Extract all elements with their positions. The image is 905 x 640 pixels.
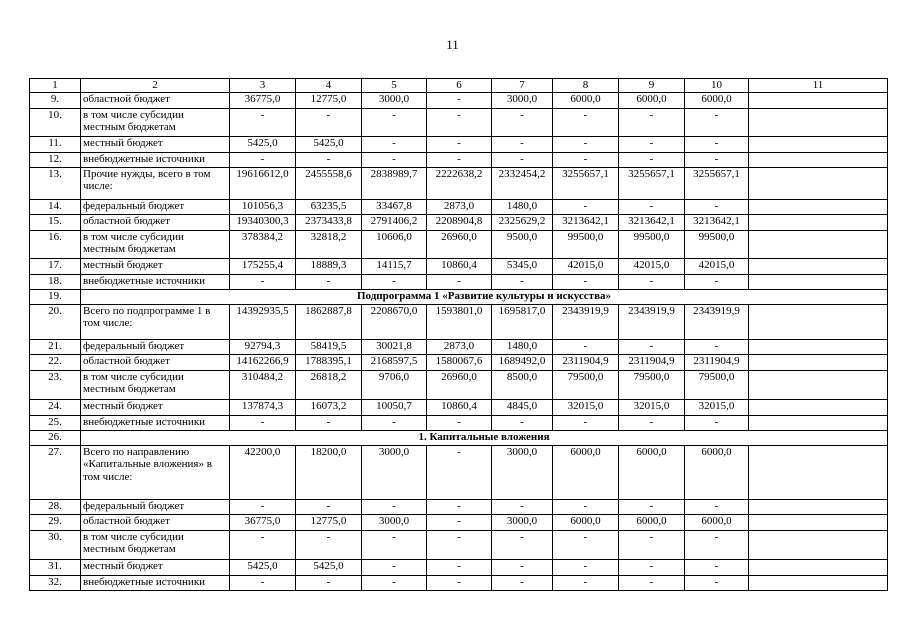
value-cell: - (362, 415, 427, 430)
row-label: внебюджетные источники (81, 152, 230, 167)
value-cell: 2208904,8 (427, 214, 492, 230)
value-cell: - (296, 274, 362, 289)
value-cell: - (427, 92, 492, 108)
empty-cell (749, 214, 888, 230)
row-label: Всего по направлению «Капитальные вложения» в том числе: (81, 445, 230, 499)
empty-cell (749, 499, 888, 514)
value-cell: 58419,5 (296, 339, 362, 354)
value-cell: 42015,0 (619, 258, 685, 274)
budget-table (29, 78, 888, 591)
value-cell: - (427, 152, 492, 167)
row-label: местный бюджет (81, 559, 230, 575)
value-cell: 1593801,0 (427, 304, 492, 339)
row-number: 21. (30, 339, 81, 354)
value-cell: 3255657,1 (553, 167, 619, 199)
value-cell: 92794,3 (230, 339, 296, 354)
empty-cell (749, 399, 888, 415)
empty-cell (749, 304, 888, 339)
value-cell: 2311904,9 (685, 354, 749, 370)
value-cell: 1580067,6 (427, 354, 492, 370)
header-row (30, 79, 888, 93)
value-cell: 137874,3 (230, 399, 296, 415)
value-cell: 5425,0 (296, 136, 362, 152)
value-cell: - (553, 108, 619, 136)
value-cell: 79500,0 (553, 370, 619, 399)
value-cell: 2168597,5 (362, 354, 427, 370)
column-header: 9 (619, 79, 685, 93)
value-cell: - (685, 499, 749, 514)
value-cell: - (685, 530, 749, 559)
value-cell: 10606,0 (362, 230, 427, 258)
value-cell: - (619, 274, 685, 289)
row-number: 12. (30, 152, 81, 167)
row-label: федеральный бюджет (81, 199, 230, 214)
table-row (30, 230, 888, 258)
value-cell: 310484,2 (230, 370, 296, 399)
value-cell: - (553, 339, 619, 354)
value-cell: 19616612,0 (230, 167, 296, 199)
value-cell: - (230, 152, 296, 167)
value-cell: 79500,0 (619, 370, 685, 399)
table-row (30, 445, 888, 499)
value-cell: - (553, 152, 619, 167)
section-row (30, 430, 888, 445)
table-row (30, 499, 888, 514)
value-cell: 6000,0 (619, 92, 685, 108)
value-cell: - (427, 514, 492, 530)
value-cell: 2332454,2 (492, 167, 553, 199)
value-cell: 30021,8 (362, 339, 427, 354)
row-number: 9. (30, 92, 81, 108)
value-cell: 99500,0 (553, 230, 619, 258)
row-number: 15. (30, 214, 81, 230)
empty-cell (749, 575, 888, 590)
value-cell: - (492, 530, 553, 559)
value-cell: - (553, 274, 619, 289)
empty-cell (749, 167, 888, 199)
table-row (30, 136, 888, 152)
column-header: 7 (492, 79, 553, 93)
value-cell: - (619, 530, 685, 559)
value-cell: - (362, 136, 427, 152)
table-row (30, 575, 888, 590)
table-row (30, 399, 888, 415)
value-cell: 99500,0 (685, 230, 749, 258)
value-cell: 2873,0 (427, 339, 492, 354)
value-cell: 2208670,0 (362, 304, 427, 339)
value-cell: - (362, 108, 427, 136)
value-cell: 3000,0 (362, 514, 427, 530)
value-cell: - (553, 499, 619, 514)
value-cell: - (685, 575, 749, 590)
value-cell: 12775,0 (296, 514, 362, 530)
value-cell: - (230, 108, 296, 136)
value-cell: - (553, 575, 619, 590)
value-cell: 8500,0 (492, 370, 553, 399)
empty-cell (749, 415, 888, 430)
value-cell: - (427, 530, 492, 559)
column-header: 1 (30, 79, 81, 93)
column-header: 2 (81, 79, 230, 93)
value-cell: - (685, 415, 749, 430)
row-number: 28. (30, 499, 81, 514)
value-cell: - (296, 152, 362, 167)
value-cell: 3000,0 (492, 445, 553, 499)
row-label: областной бюджет (81, 354, 230, 370)
table-row (30, 370, 888, 399)
value-cell: 63235,5 (296, 199, 362, 214)
value-cell: 3213642,1 (619, 214, 685, 230)
value-cell: 99500,0 (619, 230, 685, 258)
value-cell: - (619, 499, 685, 514)
row-label: внебюджетные источники (81, 575, 230, 590)
value-cell: 2222638,2 (427, 167, 492, 199)
value-cell: 19340300,3 (230, 214, 296, 230)
table-row (30, 339, 888, 354)
value-cell: 36775,0 (230, 92, 296, 108)
column-header: 3 (230, 79, 296, 93)
row-number: 29. (30, 514, 81, 530)
table-row (30, 274, 888, 289)
table-row (30, 199, 888, 214)
value-cell: 14162266,9 (230, 354, 296, 370)
value-cell: 2791406,2 (362, 214, 427, 230)
row-label: внебюджетные источники (81, 415, 230, 430)
value-cell: - (619, 199, 685, 214)
value-cell: 2311904,9 (553, 354, 619, 370)
value-cell: 18889,3 (296, 258, 362, 274)
row-number: 10. (30, 108, 81, 136)
value-cell: 18200,0 (296, 445, 362, 499)
value-cell: 101056,3 (230, 199, 296, 214)
empty-cell (749, 514, 888, 530)
value-cell: 2873,0 (427, 199, 492, 214)
value-cell: - (492, 575, 553, 590)
row-number: 17. (30, 258, 81, 274)
empty-cell (749, 445, 888, 499)
value-cell: - (553, 559, 619, 575)
value-cell: - (427, 136, 492, 152)
table-row (30, 304, 888, 339)
table-row (30, 108, 888, 136)
value-cell: 2325629,2 (492, 214, 553, 230)
value-cell: - (492, 499, 553, 514)
row-number: 20. (30, 304, 81, 339)
row-number: 23. (30, 370, 81, 399)
value-cell: 6000,0 (553, 445, 619, 499)
value-cell: 14115,7 (362, 258, 427, 274)
value-cell: - (492, 559, 553, 575)
value-cell: - (230, 415, 296, 430)
value-cell: - (296, 499, 362, 514)
row-label: федеральный бюджет (81, 339, 230, 354)
value-cell: - (553, 530, 619, 559)
row-label: областной бюджет (81, 514, 230, 530)
value-cell: - (619, 415, 685, 430)
table-row (30, 167, 888, 199)
row-number: 18. (30, 274, 81, 289)
value-cell: - (685, 199, 749, 214)
value-cell: - (619, 152, 685, 167)
empty-cell (749, 152, 888, 167)
row-label: Прочие нужды, всего в том числе: (81, 167, 230, 199)
value-cell: - (362, 530, 427, 559)
row-number: 26. (30, 430, 81, 445)
empty-cell (749, 339, 888, 354)
row-label: внебюджетные источники (81, 274, 230, 289)
value-cell: - (685, 274, 749, 289)
value-cell: 3000,0 (362, 445, 427, 499)
value-cell: 5345,0 (492, 258, 553, 274)
row-label: в том числе субсидии местным бюджетам (81, 530, 230, 559)
value-cell: - (553, 199, 619, 214)
value-cell: 5425,0 (296, 559, 362, 575)
value-cell: 378384,2 (230, 230, 296, 258)
value-cell: 6000,0 (553, 514, 619, 530)
column-header: 8 (553, 79, 619, 93)
value-cell: - (685, 339, 749, 354)
column-header: 10 (685, 79, 749, 93)
value-cell: 42200,0 (230, 445, 296, 499)
row-label: местный бюджет (81, 258, 230, 274)
empty-cell (749, 559, 888, 575)
value-cell: 1689492,0 (492, 354, 553, 370)
table-row (30, 92, 888, 108)
section-title: 1. Капитальные вложения (81, 430, 888, 445)
row-label: федеральный бюджет (81, 499, 230, 514)
value-cell: - (492, 415, 553, 430)
value-cell: 26960,0 (427, 230, 492, 258)
value-cell: - (296, 575, 362, 590)
empty-cell (749, 108, 888, 136)
empty-cell (749, 354, 888, 370)
row-number: 27. (30, 445, 81, 499)
value-cell: - (619, 339, 685, 354)
value-cell: 12775,0 (296, 92, 362, 108)
value-cell: 26818,2 (296, 370, 362, 399)
row-label: Всего по подпрограмме 1 в том числе: (81, 304, 230, 339)
value-cell: 42015,0 (685, 258, 749, 274)
value-cell: 1788395,1 (296, 354, 362, 370)
value-cell: 6000,0 (685, 445, 749, 499)
value-cell: 32015,0 (553, 399, 619, 415)
value-cell: - (685, 136, 749, 152)
value-cell: - (296, 530, 362, 559)
row-number: 24. (30, 399, 81, 415)
row-number: 19. (30, 289, 81, 304)
value-cell: 1862887,8 (296, 304, 362, 339)
value-cell: - (427, 559, 492, 575)
value-cell: - (230, 575, 296, 590)
value-cell: - (362, 152, 427, 167)
row-number: 13. (30, 167, 81, 199)
row-number: 22. (30, 354, 81, 370)
value-cell: - (619, 108, 685, 136)
row-number: 31. (30, 559, 81, 575)
value-cell: - (619, 575, 685, 590)
value-cell: 10050,7 (362, 399, 427, 415)
value-cell: 5425,0 (230, 136, 296, 152)
column-header: 6 (427, 79, 492, 93)
value-cell: 1695817,0 (492, 304, 553, 339)
empty-cell (749, 370, 888, 399)
empty-cell (749, 230, 888, 258)
value-cell: 3213642,1 (685, 214, 749, 230)
value-cell: 6000,0 (619, 445, 685, 499)
value-cell: 79500,0 (685, 370, 749, 399)
row-label: в том числе субсидии местным бюджетам (81, 230, 230, 258)
row-label: местный бюджет (81, 136, 230, 152)
value-cell: - (492, 152, 553, 167)
empty-cell (749, 92, 888, 108)
value-cell: - (427, 445, 492, 499)
empty-cell (749, 274, 888, 289)
value-cell: - (685, 152, 749, 167)
value-cell: 1480,0 (492, 199, 553, 214)
row-number: 30. (30, 530, 81, 559)
value-cell: 2343919,9 (685, 304, 749, 339)
empty-cell (749, 199, 888, 214)
value-cell: 14392935,5 (230, 304, 296, 339)
value-cell: 33467,8 (362, 199, 427, 214)
table-row (30, 354, 888, 370)
value-cell: - (230, 530, 296, 559)
value-cell: - (427, 415, 492, 430)
value-cell: 6000,0 (553, 92, 619, 108)
value-cell: 16073,2 (296, 399, 362, 415)
value-cell: - (427, 274, 492, 289)
value-cell: - (427, 108, 492, 136)
value-cell: 32015,0 (619, 399, 685, 415)
value-cell: 32818,2 (296, 230, 362, 258)
table-row (30, 258, 888, 274)
value-cell: 4845,0 (492, 399, 553, 415)
value-cell: - (427, 499, 492, 514)
value-cell: 32015,0 (685, 399, 749, 415)
value-cell: - (685, 559, 749, 575)
value-cell: 9706,0 (362, 370, 427, 399)
table-row (30, 415, 888, 430)
value-cell: 3255657,1 (685, 167, 749, 199)
row-number: 14. (30, 199, 81, 214)
value-cell: - (553, 136, 619, 152)
column-header: 4 (296, 79, 362, 93)
row-number: 16. (30, 230, 81, 258)
value-cell: - (427, 575, 492, 590)
value-cell: 3000,0 (492, 514, 553, 530)
empty-cell (749, 258, 888, 274)
value-cell: 26960,0 (427, 370, 492, 399)
value-cell: 10860,4 (427, 258, 492, 274)
value-cell: 2838989,7 (362, 167, 427, 199)
value-cell: 3000,0 (362, 92, 427, 108)
row-label: в том числе субсидии местным бюджетам (81, 108, 230, 136)
value-cell: 36775,0 (230, 514, 296, 530)
section-row (30, 289, 888, 304)
empty-cell (749, 136, 888, 152)
row-label: местный бюджет (81, 399, 230, 415)
value-cell: - (362, 559, 427, 575)
column-header: 5 (362, 79, 427, 93)
value-cell: 6000,0 (685, 514, 749, 530)
row-label: областной бюджет (81, 92, 230, 108)
row-number: 32. (30, 575, 81, 590)
value-cell: - (362, 274, 427, 289)
table-row (30, 514, 888, 530)
value-cell: - (230, 499, 296, 514)
value-cell: - (619, 136, 685, 152)
value-cell: 2311904,9 (619, 354, 685, 370)
column-header: 11 (749, 79, 888, 93)
table-row (30, 559, 888, 575)
row-label: в том числе субсидии местным бюджетам (81, 370, 230, 399)
value-cell: - (362, 499, 427, 514)
value-cell: - (492, 274, 553, 289)
page-number: 11 (446, 37, 459, 52)
value-cell: 1480,0 (492, 339, 553, 354)
value-cell: 5425,0 (230, 559, 296, 575)
value-cell: 42015,0 (553, 258, 619, 274)
value-cell: 2455558,6 (296, 167, 362, 199)
value-cell: - (492, 136, 553, 152)
value-cell: - (362, 575, 427, 590)
row-label: областной бюджет (81, 214, 230, 230)
table-body (30, 79, 888, 591)
value-cell: 6000,0 (685, 92, 749, 108)
value-cell: - (296, 415, 362, 430)
empty-cell (749, 530, 888, 559)
row-number: 11. (30, 136, 81, 152)
value-cell: 175255,4 (230, 258, 296, 274)
value-cell: - (553, 415, 619, 430)
table-row (30, 214, 888, 230)
value-cell: 9500,0 (492, 230, 553, 258)
value-cell: - (619, 559, 685, 575)
value-cell: - (492, 108, 553, 136)
value-cell: 2373433,8 (296, 214, 362, 230)
row-number: 25. (30, 415, 81, 430)
section-title: Подпрограмма 1 «Развитие культуры и искусства» (81, 289, 888, 304)
table-row (30, 152, 888, 167)
value-cell: - (296, 108, 362, 136)
value-cell: 3255657,1 (619, 167, 685, 199)
value-cell: 6000,0 (619, 514, 685, 530)
value-cell: 10860,4 (427, 399, 492, 415)
value-cell: 2343919,9 (553, 304, 619, 339)
value-cell: 3213642,1 (553, 214, 619, 230)
value-cell: 3000,0 (492, 92, 553, 108)
table-row (30, 530, 888, 559)
value-cell: - (230, 274, 296, 289)
value-cell: - (685, 108, 749, 136)
value-cell: 2343919,9 (619, 304, 685, 339)
